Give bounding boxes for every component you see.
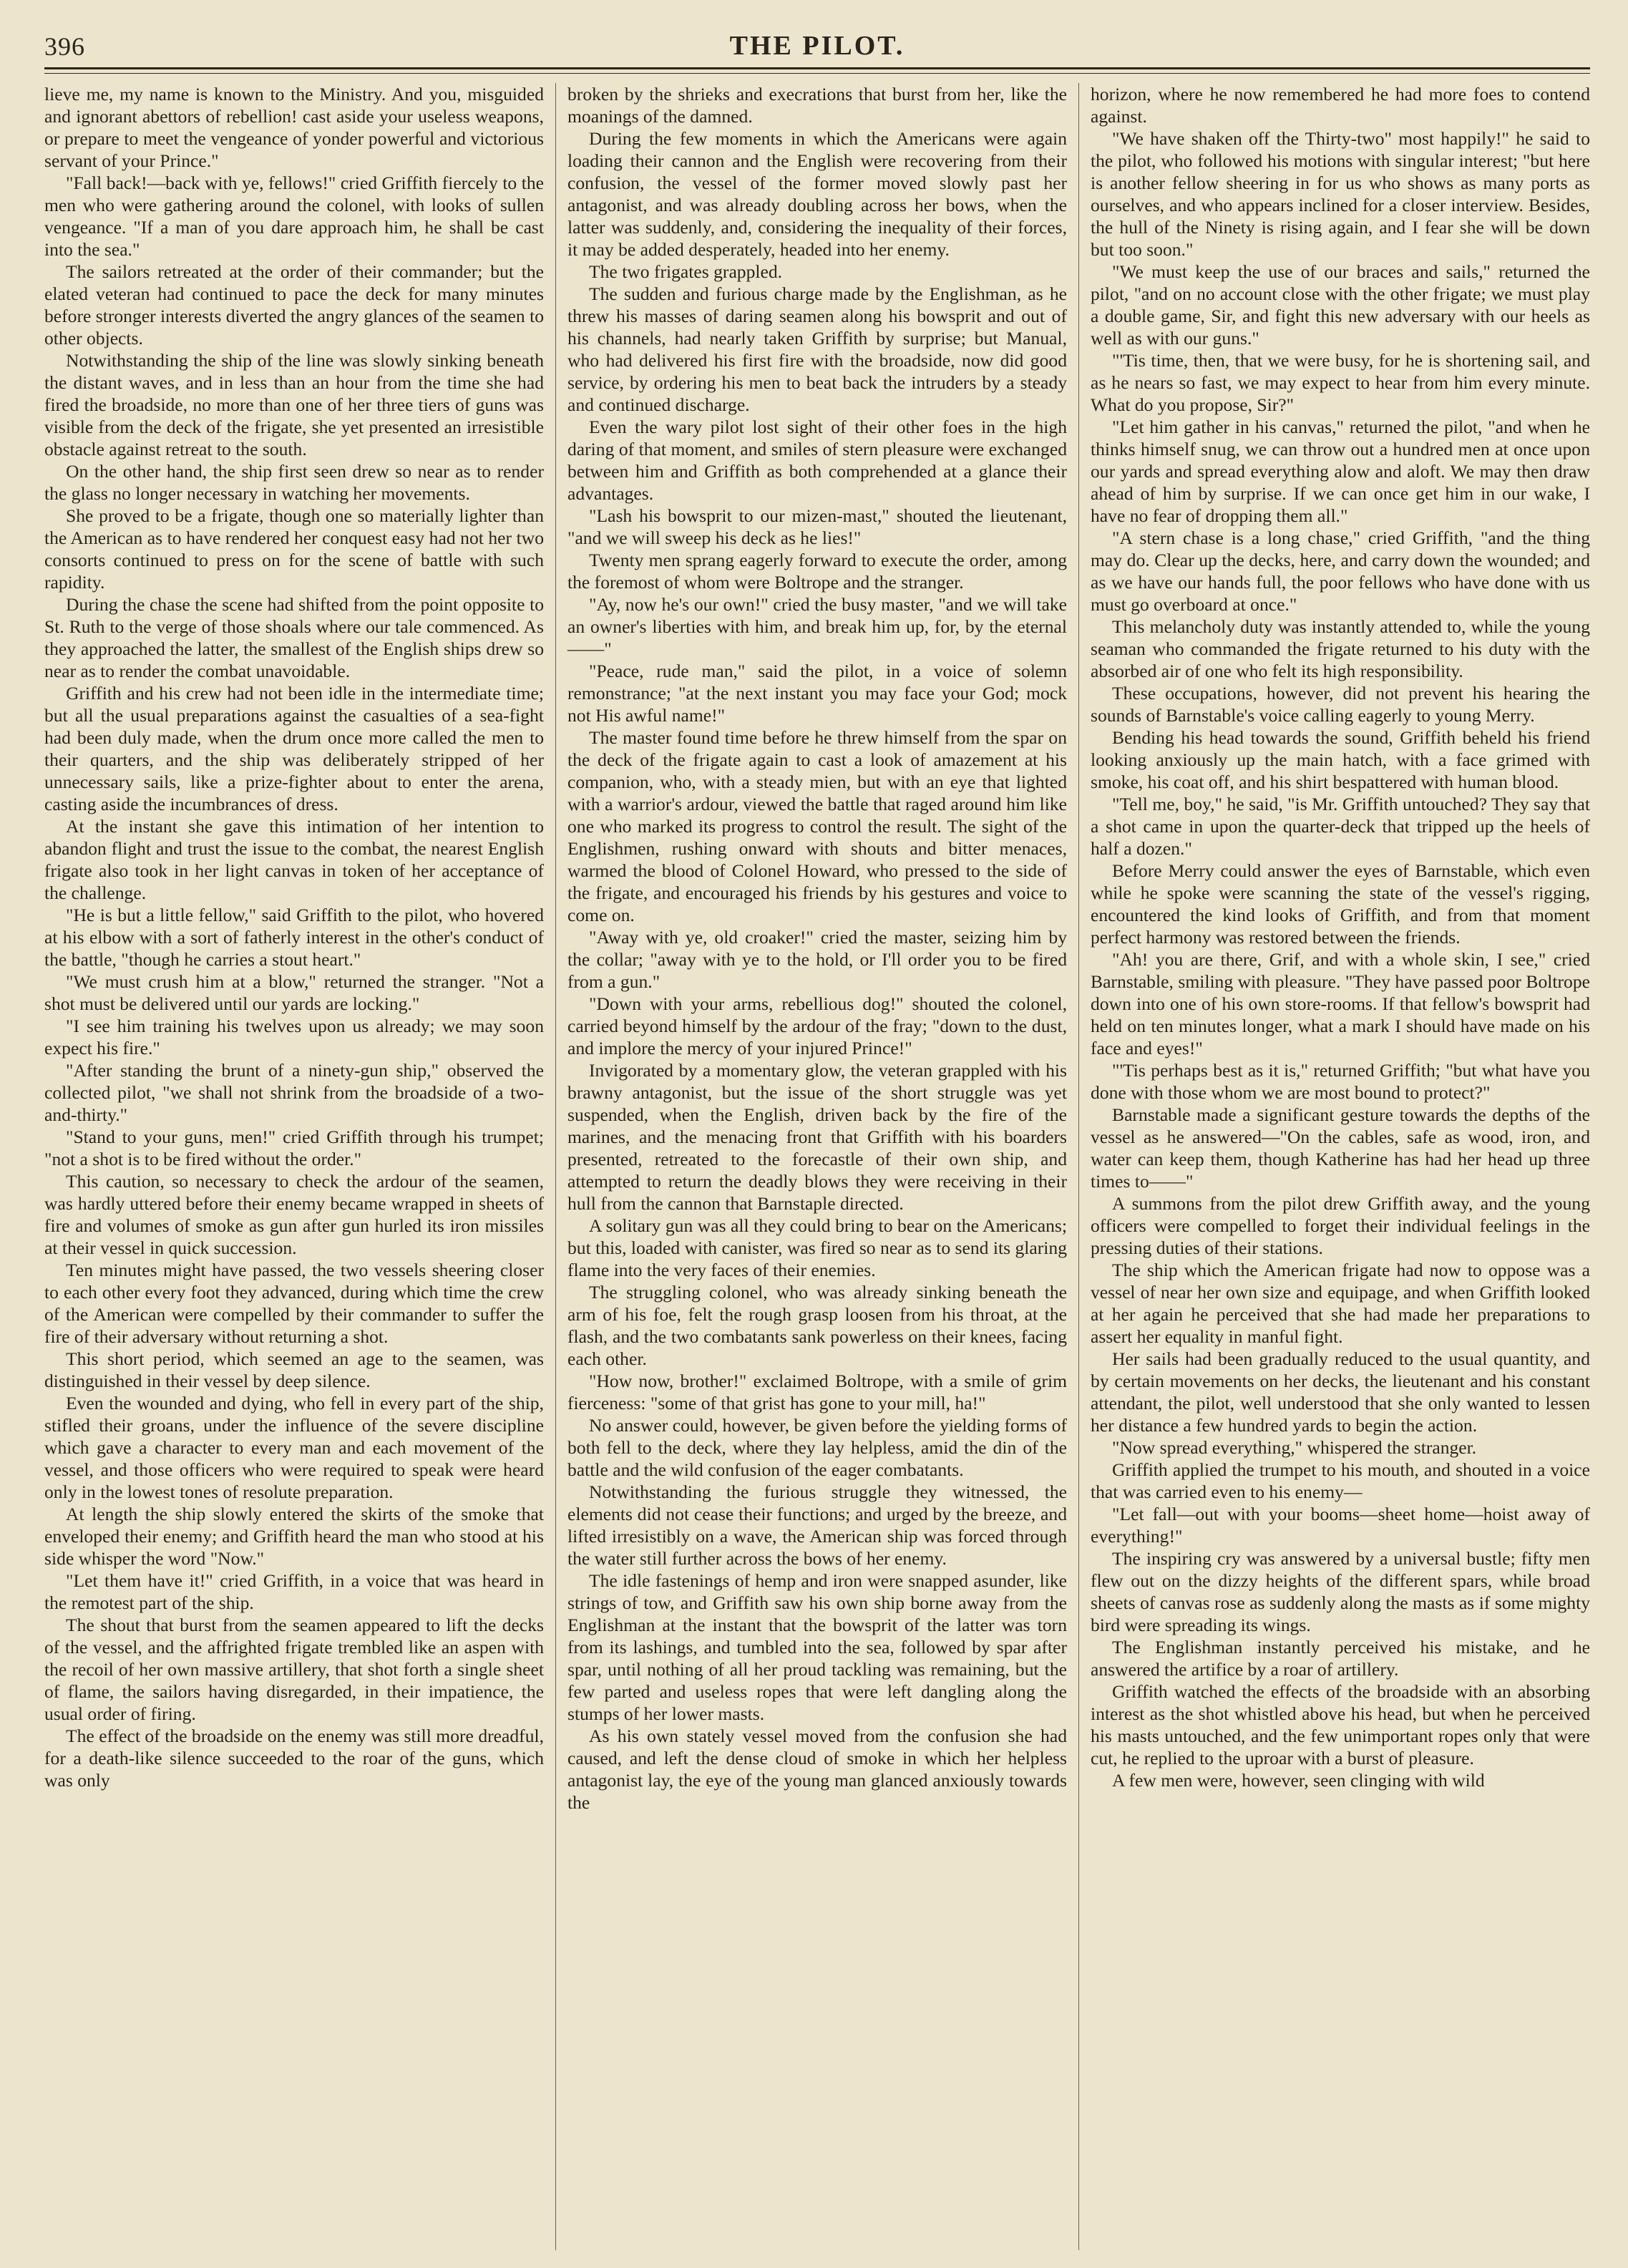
paragraph: "Ay, now he's our own!" cried the busy master, "and we will take an owner's liberties with him, and break him up, for, by the eternal——" [567,594,1067,659]
paragraph: Griffith and his crew had not been idle in the intermediate time; but all the usual preparations against the casualties of a sea-fight had been duly made, when the drum once more called the men to their quarters, and the ship was deliberately stripped of her unnecessary sails, like a prize-fighter about to enter the arena, casting aside the incumbrances of dress. [44,683,544,814]
header-rule-thin [44,73,1590,74]
paragraph: "Stand to your guns, men!" cried Griffith through his trumpet; "not a shot is to be fired without the order." [44,1126,544,1169]
paragraph: She proved to be a frigate, though one so materially lighter than the American as to have rendered her conquest easy had not her two consorts continued to press on for the scene of battle with such rapidity. [44,505,544,593]
paragraph: broken by the shrieks and execrations that burst from her, like the moanings of the damned. [567,84,1067,127]
paragraph: "Let him gather in his canvas," returned the pilot, "and when he thinks himself snug, we can throw out a hundred men at once upon our yards and spread everything alow and aloft. We may then draw ahead of him by surprise. If we can once get him in our wake, I have no fear of dropping them all." [1091,417,1590,526]
page-header [44,24,1590,66]
paragraph: The ship which the American frigate had now to oppose was a vessel of near her own size and equipage, and when Griffith looked at her again he perceived that she had made her preparations to assert her equality in manful fight. [1091,1260,1590,1347]
paragraph: lieve me, my name is known to the Ministry. And you, misguided and ignorant abettors of rebellion! cast aside your useless weapons, or prepare to meet the vengeance of yonder powerful and victorious servant of your Prince." [44,84,544,171]
paragraph: "Lash his bowsprit to our mizen-mast," shouted the lieutenant, "and we will sweep his deck as he lies!" [567,505,1067,548]
paragraph: The two frigates grappled. [589,261,783,282]
paragraph: No answer could, however, be given before the yielding forms of both fell to the deck, where they lay helpless, amid the din of the battle and the wild confusion of the eager combatants. [567,1415,1067,1480]
paragraph: During the chase the scene had shifted from the point opposite to St. Ruth to the verge of those shoals where our tale commenced. As they approached the latter, the smallest of the English ships drew so near as to render the combat unavoidable. [44,594,544,681]
paragraph: At the instant she gave this intimation of her intention to abandon flight and trust the issue to the combat, the nearest English frigate also took in her light canvas in token of her acceptance of the challenge. [44,816,544,903]
page [44,24,1590,2250]
paragraph: Before Merry could answer the eyes of Barnstable, which even while he spoke were scanning the state of the vessel's rigging, encountered the kind looks of Griffith, and from that moment perfect harmony was restored between the friends. [1091,860,1590,948]
paragraph: Notwithstanding the furious struggle they witnessed, the elements did not cease their functions; and urged by the breeze, and lifted irresistibly on a wave, the American ship was forced through the water still further across the bows of her enemy. [567,1481,1067,1569]
paragraph: The struggling colonel, who was already sinking beneath the arm of his foe, felt the rough grasp loosen from his throat, at the flash, and the two combatants sank powerless on their knees, facing each other. [567,1282,1067,1369]
paragraph: On the other hand, the ship first seen drew so near as to render the glass no longer necessary in watching her movements. [44,461,544,504]
paragraph: Ten minutes might have passed, the two vessels sheering closer to each other every foot they advanced, during which time the crew of the American were compelled by their commander to suffer the fire of their adversary without returning a shot. [44,1260,544,1347]
paragraph: "I see him training his twelves upon us already; we may soon expect his fire." [44,1016,544,1058]
paragraph: Her sails had been gradually reduced to the usual quantity, and by certain movements on her decks, the lieutenant and his constant attendant, the pilot, well understood that she only wanted to lessen her distance a few hundred yards to begin the action. [1091,1348,1590,1436]
paragraph: "Away with ye, old croaker!" cried the master, seizing him by the collar; "away with ye to the hold, or I'll order you to be fired from a gun." [567,927,1067,992]
running-head-title: THE PILOT. [729,31,905,61]
paragraph: Griffith watched the effects of the broadside with an absorbing interest as the shot whistled above his head, but when he perceived his masts untouched, and the few unimportant ropes only that were cut, he replied to the uproar with a burst of pleasure. [1091,1681,1590,1768]
paragraph: A few men were, however, seen clinging with wild [1112,1770,1485,1791]
paragraph: Twenty men sprang eagerly forward to execute the order, among the foremost of whom were Boltrope and the stranger. [567,550,1067,593]
paragraph: "Peace, rude man," said the pilot, in a voice of solemn remonstrance; "at the next instant you may face your God; mock not His awful name!" [567,661,1067,726]
paragraph: "We must keep the use of our braces and sails," returned the pilot, "and on no account close with the other frigate; we must play a double game, Sir, and fight this new adversary with our heels as well as with our guns." [1091,261,1590,349]
paragraph: These occupations, however, did not prevent his hearing the sounds of Barnstable's voice calling eagerly to young Merry. [1091,683,1590,726]
paragraph: Bending his head towards the sound, Griffith beheld his friend looking anxiously up the main hatch, with a face grimed with smoke, his coat off, and his shirt bespattered with human blood. [1091,727,1590,792]
paragraph: During the few moments in which the Americans were again loading their cannon and the English were recovering from their confusion, the vessel of the former moved slowly past her antagonist, and was already doubling across her bows, when the latter was suddenly, and, considering the inequality of their forces, it may be added desperately, headed into her enemy. [567,128,1067,260]
header-rule-thick [44,67,1590,69]
paragraph: This short period, which seemed an age to the seamen, was distinguished in their vessel by deep silence. [44,1348,544,1391]
text-column-middle [555,83,1078,2250]
paragraph: "Now spread everything," whispered the stranger. [1112,1437,1477,1458]
text-column-left [44,83,555,2250]
paragraph: Even the wounded and dying, who fell in every part of the ship, stifled their groans, under the influence of the severe discipline which gave a character to every man and each movement of the vessel, and those officers who were required to speak were heard only in the lowest tones of resolute preparation. [44,1393,544,1502]
paragraph: "Let fall—out with your booms—sheet home—hoist away of everything!" [1091,1504,1590,1547]
paragraph: The master found time before he threw himself from the spar on the deck of the frigate again to cast a look of amazement at his companion, who, with a steady mien, but with an eye that lighted with a warrior's ardour, viewed the battle that raged around him like one who marked its progress to control the result. The sight of the Englishmen, rushing onward with shouts and bitter menaces, warmed the blood of Colonel Howard, who pressed to the side of the frigate, and encouraged his friends by his gestures and voice to come on. [567,727,1067,925]
paragraph: "A stern chase is a long chase," cried Griffith, "and the thing may do. Clear up the decks, here, and carry down the wounded; and as we have our hands full, the poor fellows who have done with us must go overboard at once." [1091,527,1590,615]
paragraph: "After standing the brunt of a ninety-gun ship," observed the collected pilot, "we shall not shrink from the broadside of a two-and-thirty." [44,1060,544,1125]
text-column-right [1078,83,1590,2250]
paragraph: Barnstable made a significant gesture towards the depths of the vessel as he answered—"On the cables, safe as wood, iron, and water can keep them, though Katherine has had her head up three times to——" [1091,1104,1590,1192]
paragraph: "Let them have it!" cried Griffith, in a voice that was heard in the remotest part of the ship. [44,1570,544,1613]
paragraph: A solitary gun was all they could bring to bear on the Americans; but this, loaded with canister, was fired so near as to send its glaring flame into the very faces of their enemies. [567,1215,1067,1280]
paragraph: horizon, where he now remembered he had more foes to contend against. [1091,84,1590,127]
paragraph: "'Tis time, then, that we were busy, for he is shortening sail, and as he nears so fast, we may expect to hear from him every minute. What do you propose, Sir?" [1091,350,1590,415]
paragraph: This melancholy duty was instantly attended to, while the young seaman who commanded the frigate returned to his duty with the absorbed air of one who felt its high responsibility. [1091,616,1590,681]
paragraph: "We must crush him at a blow," returned the stranger. "Not a shot must be delivered until our yards are locking." [44,971,544,1014]
page-number: 396 [44,32,85,61]
paragraph: This caution, so necessary to check the ardour of the seamen, was hardly uttered before their enemy became wrapped in sheets of fire and volumes of smoke as gun after gun hurled its iron missiles at their vessel in quick succession. [44,1171,544,1258]
paragraph: "How now, brother!" exclaimed Boltrope, with a smile of grim fierceness: "some of that grist has gone to your mill, ha!" [567,1371,1067,1413]
paragraph: A summons from the pilot drew Griffith away, and the young officers were compelled to forget their individual feelings in the pressing duties of their stations. [1091,1193,1590,1258]
paragraph: The effect of the broadside on the enemy was still more dreadful, for a death-like silence succeeded to the roar of the guns, which was only [44,1726,544,1791]
paragraph: At length the ship slowly entered the skirts of the smoke that enveloped their enemy; and Griffith heard the man who stood at his side whisper the word "Now." [44,1504,544,1569]
paragraph: "Fall back!—back with ye, fellows!" cried Griffith fiercely to the men who were gathering around the colonel, with looks of sullen vengeance. "If a man of you dare approach him, he shall be cast into the sea." [44,172,544,260]
paragraph: The shout that burst from the seamen appeared to lift the decks of the vessel, and the affrighted frigate trembled like an aspen with the recoil of her own massive artillery, that shot forth a single sheet of flame, the sailors having disregarded, in their impatience, the usual order of firing. [44,1615,544,1724]
paragraph: The inspiring cry was answered by a universal bustle; fifty men flew out on the dizzy heights of the different spars, while broad sheets of canvas rose as suddenly along the masts as if some mighty bird were spreading its wings. [1091,1548,1590,1635]
paragraph: "Tell me, boy," he said, "is Mr. Griffith untouched? They say that a shot came in upon the quarter-deck that tripped up the heels of half a dozen." [1091,794,1590,859]
paragraph: The sudden and furious charge made by the Englishman, as he threw his masses of daring seamen along his bowsprit and out of his channels, had nearly taken Griffith by surprise; but Manual, who had delivered his first fire with the broadside, now did good service, by ordering his men to beat back the intruders by a steady and continued discharge. [567,283,1067,415]
paragraph: The Englishman instantly perceived his mistake, and he answered the artifice by a roar of artillery. [1091,1637,1590,1680]
paragraph: Griffith applied the trumpet to his mouth, and shouted in a voice that was carried even to his enemy— [1091,1459,1590,1502]
paragraph: Notwithstanding the ship of the line was slowly sinking beneath the distant waves, and in less than an hour from the time she had fired the broadside, no more than one of her three tiers of guns was visible from the deck of the frigate, she yet presented an irresistible obstacle against retreat to the south. [44,350,544,459]
paragraph: "Down with your arms, rebellious dog!" shouted the colonel, carried beyond himself by the ardour of the fray; "down to the dust, and implore the mercy of your injured Prince!" [567,993,1067,1058]
paragraph: "'Tis perhaps best as it is," returned Griffith; "but what have you done with those whom we are most bound to protect?" [1091,1060,1590,1103]
paragraph: As his own stately vessel moved from the confusion she had caused, and left the dense cloud of smoke in which her helpless antagonist lay, the eye of the young man glanced anxiously towards the [567,1726,1067,1813]
paragraph: Invigorated by a momentary glow, the veteran grappled with his brawny antagonist, but the issue of the short struggle was yet suspended, when the English, driven back by the fire of the marines, and the menacing front that Griffith with his boarders presented, retreated to the forecastle of their own ship, and attempted to return the deadly blows they were receiving in their hull from the cannon that Barnstaple directed. [567,1060,1067,1214]
paragraph: "Ah! you are there, Grif, and with a whole skin, I see," cried Barnstable, smiling with pleasure. "They have passed poor Boltrope down into one of his own store-rooms. If that fellow's bowsprit had held on ten minutes longer, what a mark I should have made on his face and eyes!" [1091,949,1590,1058]
text-columns [44,83,1590,2250]
paragraph: "He is but a little fellow," said Griffith to the pilot, who hovered at his elbow with a sort of fatherly interest in the other's conduct of the battle, "though he carries a stout heart." [44,905,544,970]
paragraph: The idle fastenings of hemp and iron were snapped asunder, like strings of tow, and Griffith saw his own ship borne away from the Englishman at the instant that the bowsprit of the latter was torn from its lashings, and tumbled into the sea, followed by spar after spar, until nothing of all her proud tackling was remaining, but the few parted and useless ropes that were left dangling along the stumps of her lower masts. [567,1570,1067,1724]
paragraph: The sailors retreated at the order of their commander; but the elated veteran had continued to pace the deck for many minutes before stronger interests diverted the angry glances of the seamen to other objects. [44,261,544,349]
paragraph: Even the wary pilot lost sight of their other foes in the high daring of that moment, and smiles of stern pleasure were exchanged between him and Griffith as both comprehended at a glance their advantages. [567,417,1067,504]
paragraph: "We have shaken off the Thirty-two" most happily!" he said to the pilot, who followed his motions with singular interest; "but here is another fellow sheering in for us who shows as many ports as ourselves, and who appears inclined for a closer interview. Besides, the hull of the Ninety is rising again, and I fear she will be down but too soon." [1091,128,1590,260]
